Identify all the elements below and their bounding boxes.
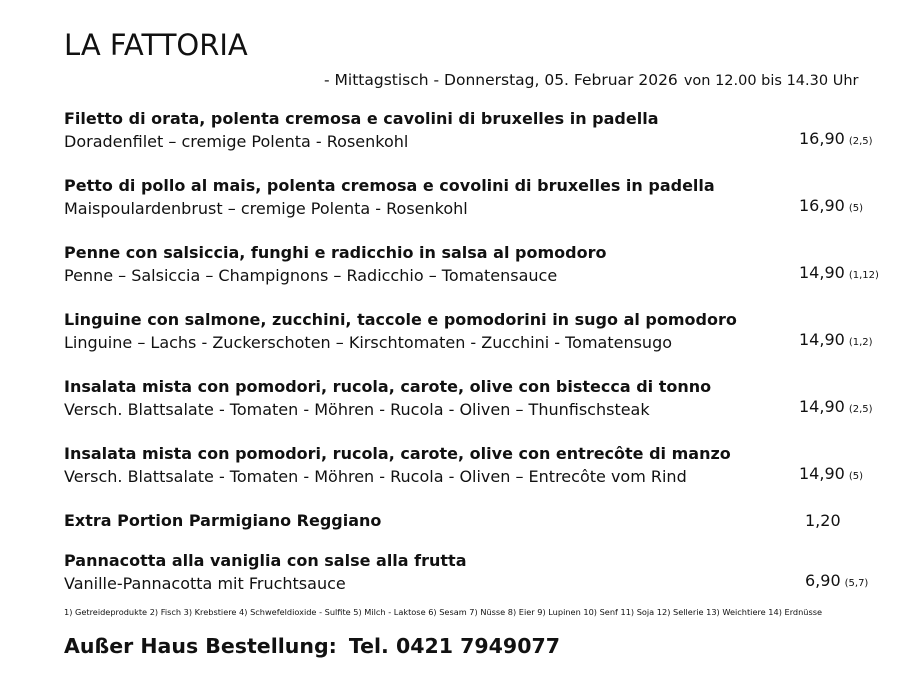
dish-price xyxy=(805,510,841,532)
dish-name-german: Penne – Salsiccia – Champignons – Radicchio – Tomatensauce xyxy=(64,266,558,285)
price-value: 14,90 xyxy=(799,397,845,416)
dish-name-italian: Insalata mista con pomodori, rucola, carote, olive con entrecôte di manzo xyxy=(64,444,731,463)
menu-item xyxy=(64,550,884,596)
restaurant-title: LA FATTORIA xyxy=(64,28,248,62)
menu-time: von 12.00 bis 14.30 Uhr xyxy=(683,73,859,89)
dish-name-italian: Linguine con salmone, zucchini, taccole e pomodorini in sugo al pomodoro xyxy=(64,310,737,329)
dish-price xyxy=(799,127,873,154)
dish-name-german: Vanille-Pannacotta mit Fruchtsauce xyxy=(64,574,346,593)
menu-list xyxy=(64,108,884,617)
dish-name-italian: Insalata mista con pomodori, rucola, carote, olive con bistecca di tonno xyxy=(64,377,712,396)
dish-name-german: Versch. Blattsalate - Tomaten - Möhren - Rucola - Oliven – Thunfischsteak xyxy=(64,400,650,419)
menu-item xyxy=(64,175,884,221)
allergen-codes: (1,2) xyxy=(848,337,873,348)
dish-price xyxy=(799,328,873,355)
price-value: 16,90 xyxy=(799,129,845,148)
dish-price xyxy=(799,462,863,489)
takeaway-footer xyxy=(64,634,560,658)
menu-subtitle xyxy=(324,71,858,89)
dish-name-german: Linguine – Lachs - Zuckerschoten – Kirschtomaten - Zucchini - Tomatensugo xyxy=(64,333,673,352)
menu-item xyxy=(64,108,884,154)
allergen-codes: (5) xyxy=(848,471,863,482)
allergen-legend: 1) Getreideprodukte 2) Fisch 3) Krebstiere 4) Schwefeldioxide - Sulfite 5) Milch - Laktose 6) Sesam 7) Nüsse 8) Eier 9) Lupinen 10) Senf 11) Soja 12) Sellerie 13) Weichtiere 14) Erdnüsse xyxy=(64,607,823,617)
dish-name-german: Maispoulardenbrust – cremige Polenta - Rosenkohl xyxy=(64,199,468,218)
menu-date: - Mittagstisch - Donnerstag, 05. Februar 2026 xyxy=(324,71,678,89)
dish-price xyxy=(805,569,868,596)
menu-item xyxy=(64,376,884,422)
dish-name-german: Versch. Blattsalate - Tomaten - Möhren - Rucola - Oliven – Entrecôte vom Rind xyxy=(64,467,687,486)
price-value: 14,90 xyxy=(799,263,845,282)
price-value: 6,90 xyxy=(805,571,841,590)
allergen-codes: (2,5) xyxy=(848,404,873,415)
dish-name-german: Doradenfilet – cremige Polenta - Rosenkohl xyxy=(64,132,409,151)
dish-name-italian: Petto di pollo al mais, polenta cremosa e covolini di bruxelles in padella xyxy=(64,176,715,195)
price-value: 16,90 xyxy=(799,196,845,215)
phone-number: Tel. 0421 7949077 xyxy=(348,634,560,658)
allergen-codes: (2,5) xyxy=(848,136,873,147)
dish-name-italian: Pannacotta alla vaniglia con salse alla frutta xyxy=(64,551,467,570)
menu-item xyxy=(64,443,884,489)
dish-price xyxy=(799,261,879,288)
menu-item-extra xyxy=(64,510,884,532)
dish-name-italian: Filetto di orata, polenta cremosa e cavolini di bruxelles in padella xyxy=(64,109,659,128)
price-value: 14,90 xyxy=(799,330,845,349)
dish-price xyxy=(799,194,863,221)
allergen-codes: (1,12) xyxy=(848,270,879,281)
allergen-codes: (5,7) xyxy=(844,578,869,589)
menu-item xyxy=(64,242,884,288)
dish-name-italian: Penne con salsiccia, funghi e radicchio in salsa al pomodoro xyxy=(64,243,607,262)
price-value: 14,90 xyxy=(799,464,845,483)
price-value: 1,20 xyxy=(805,511,841,530)
menu-item xyxy=(64,309,884,355)
allergen-codes: (5) xyxy=(848,203,863,214)
takeaway-label: Außer Haus Bestellung: xyxy=(64,634,337,658)
dish-price xyxy=(799,395,873,422)
dish-name-italian: Extra Portion Parmigiano Reggiano xyxy=(64,511,382,530)
